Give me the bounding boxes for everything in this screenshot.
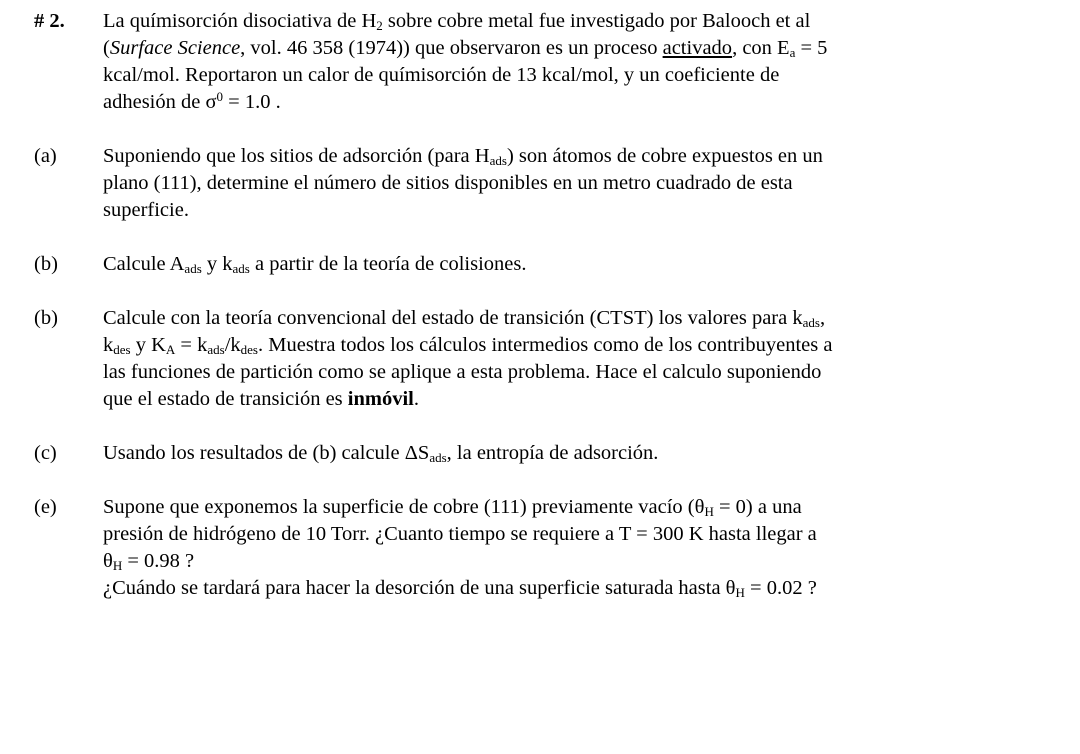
part-a-text: Suponiendo que los sitios de adsorción (para $H_{ads}$) son átomos de cobre expuestos en un plano (111), determine el número de sitios disponibles en un metro cuadrado de esta superficie. xyxy=(103,145,823,221)
part-b-collision-label: (b) xyxy=(34,253,58,275)
journal-name: Surface Science xyxy=(109,37,241,59)
part-b-ctst-label: (b) xyxy=(34,307,58,329)
part-e-label: (e) xyxy=(34,496,57,518)
immobile-term: inmóvil xyxy=(347,388,414,410)
part-e-text: Supone que exponemos la superficie de cobre (111) previamente vacío $(\theta_H = 0)$ a una presión de hidrógeno de 10 Torr. ¿Cuanto tiempo se requiere a T = 300 K hasta llegar a $\theta_H = 0.98$ ? ¿Cuándo se tardará para hacer la desorción de una superficie saturada hasta $\theta_H = 0.02$ ? xyxy=(103,496,817,600)
problem-intro-text xyxy=(103,8,1063,116)
part-c-text: Usando los resultados de (b) calcule $\Delta S_{ads}$, la entropía de adsorción. xyxy=(103,442,659,465)
activated-term: activado xyxy=(662,37,733,59)
part-c-label: (c) xyxy=(34,442,57,464)
part-b-collision-text: Calcule $A_{ads}$ y $k_{ads}$ a partir de la teoría de colisiones. xyxy=(103,253,527,276)
problem-number: # 2. xyxy=(34,10,65,32)
intro-line-3: kcal/mol. Reportaron un calor de químisorción de 13 kcal/mol, y un coeficiente de xyxy=(103,64,780,86)
intro-line-4: adhesión de $\sigma^0 = 1.0$ . xyxy=(103,89,281,113)
intro-line-1: La químisorción disociativa de $H_2$ sobre cobre metal fue investigado por Balooch et al xyxy=(103,10,811,33)
intro-line-2: (Surface Science, vol. 46 358 (1974)) que observaron es un proceso activado, con $E_a = 5$ xyxy=(103,37,828,60)
part-b-ctst-text: Calcule con la teoría convencional del estado de transición (CTST) los valores para $k_{ads}$, $k_{des}$ y $K_A = k_{ads}/k_{des}$. Muestra todos los cálculos intermedios como de los contribuyentes a las funciones de partición como se aplique a esta problema. Hace el calculo suponiendo que el estado de transición es inmóvil. xyxy=(103,307,833,410)
part-a-label: (a) xyxy=(34,145,57,167)
